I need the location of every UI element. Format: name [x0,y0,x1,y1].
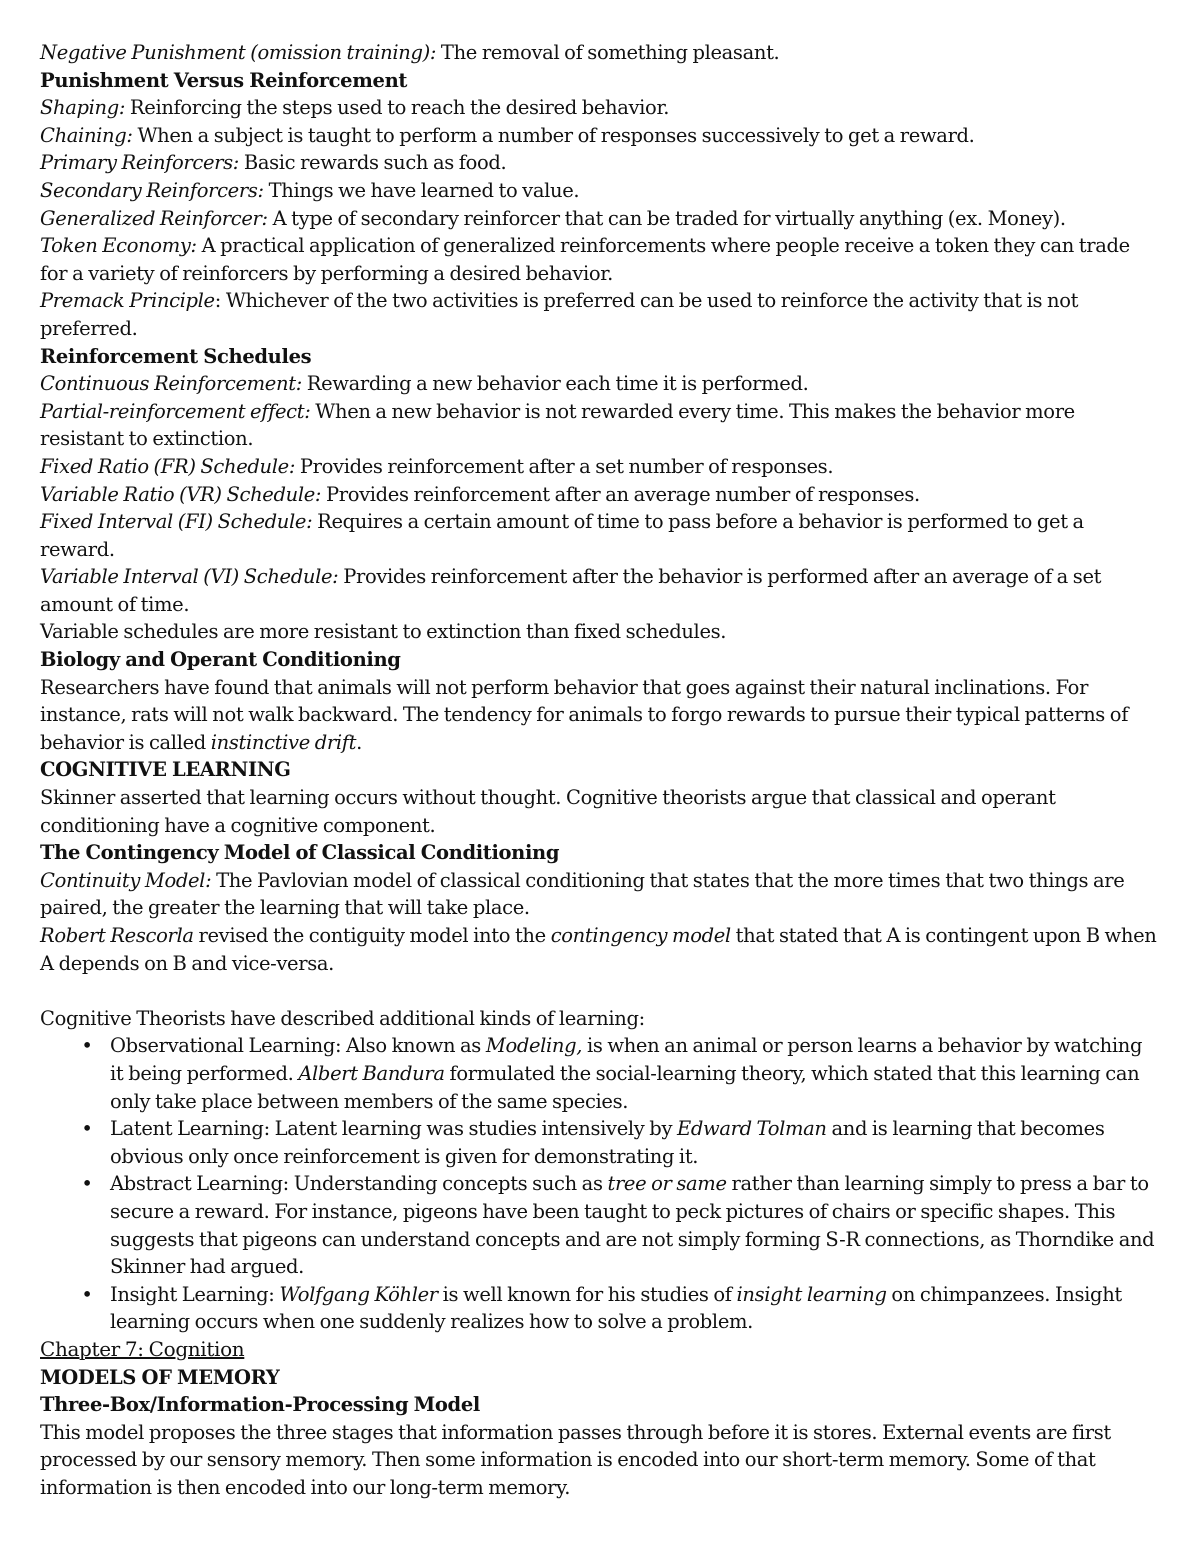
term: Primary Reinforcers: [40,151,239,175]
bullet-marker: • [81,1034,93,1058]
emphasis: contingency model [550,924,731,947]
text-run: on chimpanzees. Insight learning occurs when one suddenly realizes how to solve a problem. [110,1282,1122,1334]
definition-text: Provides reinforcement after an average number of responses. [321,482,920,506]
term: Continuity Model: [40,868,212,892]
paragraph-rescorla [40,922,1160,977]
definition-text: A practical application of generalized reinforcements where people receive a token they can trade for a variety of reinforcers by performing a desired behavior. [40,234,1130,285]
heading-three-box-model: Three-Box/Information-Processing Model [40,1393,480,1417]
text-run: revised the contiguity model into the [193,924,551,947]
heading-models-of-memory: MODELS OF MEMORY [40,1365,280,1389]
paragraph-variable-schedules: Variable schedules are more resistant to extinction than fixed schedules. [40,620,727,644]
definition-text: Rewarding a new behavior each time it is performed. [301,372,809,396]
definition-variable-interval [40,563,1160,618]
list-item-latent [81,1115,1160,1170]
term: Continuous Reinforcement: [40,372,302,396]
definition-partial-reinforcement [40,398,1160,453]
paragraph-instinctive-drift [40,674,1160,757]
term: Token Economy: [40,234,197,258]
definition-secondary-reinforcers [40,177,1160,205]
bullet-marker: • [81,1117,93,1141]
definition-text: Things we have learned to value. [263,178,580,202]
definition-text: Provides reinforcement after a set number of responses. [295,454,834,478]
definition-text: When a new behavior is not rewarded every time. This makes the behavior more resistant to extinction. [40,399,1075,451]
text-run: rather than learning simply to press a bar to secure a reward. For instance, pigeons have been taught to peck pictures of chairs or specific shapes. This suggests that pigeons can understand concepts and are not simply forming S-R connections, as Thorndike and Skinner had argued. [110,1172,1155,1279]
emphasis: Albert Bandura [298,1061,445,1085]
term: Negative Punishment (omission training): [40,41,437,64]
blank-line [40,977,1160,1005]
bullet-marker: • [81,1282,93,1306]
heading-contingency-model: The Contingency Model of Classical Conditioning [40,841,560,865]
definition-chaining [40,122,1160,150]
term: Chaining: [40,123,133,147]
emphasis: Wolfgang Köhler [279,1282,438,1306]
definition-text: Basic rewards such as food. [239,151,507,175]
text-run: is when an animal or person learns a behavior by watching it being performed. [110,1034,1143,1085]
text-run: and is learning that becomes obvious only once reinforcement is given for demonstrating it. [110,1117,1105,1168]
definition-shaping [40,94,1160,122]
term: Generalized Reinforcer: [40,206,268,230]
term: Partial-reinforcement effect: [40,399,311,423]
definition-premack-principle [40,287,1160,342]
paragraph-three-box: This model proposes the three stages that information passes through before it is stores. External events are first processed by our sensory memory. Then some information is encoded into our short-term memory. Some of that information is then encoded into our long-term memory. [40,1420,1111,1499]
chapter-title: Chapter 7: Cognition [40,1336,245,1361]
text-run: Observational Learning: Also known as [110,1034,486,1058]
bullet-marker: • [81,1172,93,1196]
definition-token-economy [40,232,1160,287]
text-run: that stated that A is contingent upon B when A depends on B and vice-versa. [40,924,1157,975]
definition-text: : Whichever of the two activities is preferred can be used to reinforce the activity that is not preferred. [40,289,1079,340]
term: Fixed Interval (FI) Schedule: [40,510,313,534]
heading-biology-operant: Biology and Operant Conditioning [40,648,401,672]
heading-reinforcement-schedules: Reinforcement Schedules [40,344,312,368]
definition-negative-punishment [40,39,1160,67]
emphasis: tree or same [607,1172,727,1196]
heading-punishment-vs-reinforcement: Punishment Versus Reinforcement [40,68,408,92]
text-run: . [356,730,362,754]
definition-continuity-model [40,867,1160,922]
text-run: Insight Learning: [110,1282,280,1306]
definition-text: Requires a certain amount of time to pass before a behavior is performed to get a reward. [40,510,1084,561]
emphasis: Robert Rescorla [40,924,194,947]
text-run: Abstract Learning: Understanding concepts such as [110,1172,608,1196]
heading-cognitive-learning: COGNITIVE LEARNING [40,758,291,782]
definition-variable-ratio [40,481,1160,509]
definition-text: Reinforcing the steps used to reach the desired behavior. [125,96,670,120]
term: Premack Principle [40,289,215,313]
definition-fixed-interval [40,508,1160,563]
definition-text: The removal of something pleasant. [436,41,780,64]
term: Variable Interval (VI) Schedule: [40,565,339,589]
emphasis: insight learning [736,1282,887,1306]
list-item-abstract [81,1170,1160,1280]
list-item-observational [81,1032,1160,1115]
definition-text: Provides reinforcement after the behavior is performed after an average of a set amount of time. [40,565,1102,616]
emphasis: Edward Tolman [676,1117,827,1141]
learning-types-list [40,1032,1160,1336]
definition-text: The Pavlovian model of classical conditioning that states that the more times that two things are paired, the greater the learning that will take place. [40,868,1125,920]
text-run: Latent Learning: Latent learning was studies intensively by [110,1117,677,1141]
definition-continuous-reinforcement [40,370,1160,398]
emphasis: instinctive drift [210,730,357,754]
definition-fixed-ratio [40,453,1160,481]
term: Shaping: [40,96,126,120]
text-run: Researchers have found that animals will not perform behavior that goes against their natural inclinations. For instance, rats will not walk backward. The tendency for animals to forgo rewards to pursue their typical patterns of behavior is called [40,675,1129,754]
definition-generalized-reinforcer [40,205,1160,233]
term: Fixed Ratio (FR) Schedule: [40,454,296,478]
definition-primary-reinforcers [40,149,1160,177]
definition-text: A type of secondary reinforcer that can be traded for virtually anything (ex. Money). [267,206,1066,230]
list-item-insight [81,1281,1160,1336]
paragraph-cognitive-theorists: Cognitive Theorists have described additional kinds of learning: [40,1006,645,1030]
term: Secondary Reinforcers: [40,178,264,202]
emphasis: Modeling, [485,1034,583,1058]
paragraph-skinner: Skinner asserted that learning occurs without thought. Cognitive theorists argue that classical and operant conditioning have a cognitive component. [40,786,1056,837]
text-run: formulated the social-learning theory, which stated that this learning can only take place between members of the same species. [110,1061,1140,1113]
definition-text: When a subject is taught to perform a number of responses successively to get a reward. [132,123,975,147]
text-run: is well known for his studies of [437,1282,737,1306]
term: Variable Ratio (VR) Schedule: [40,482,322,506]
